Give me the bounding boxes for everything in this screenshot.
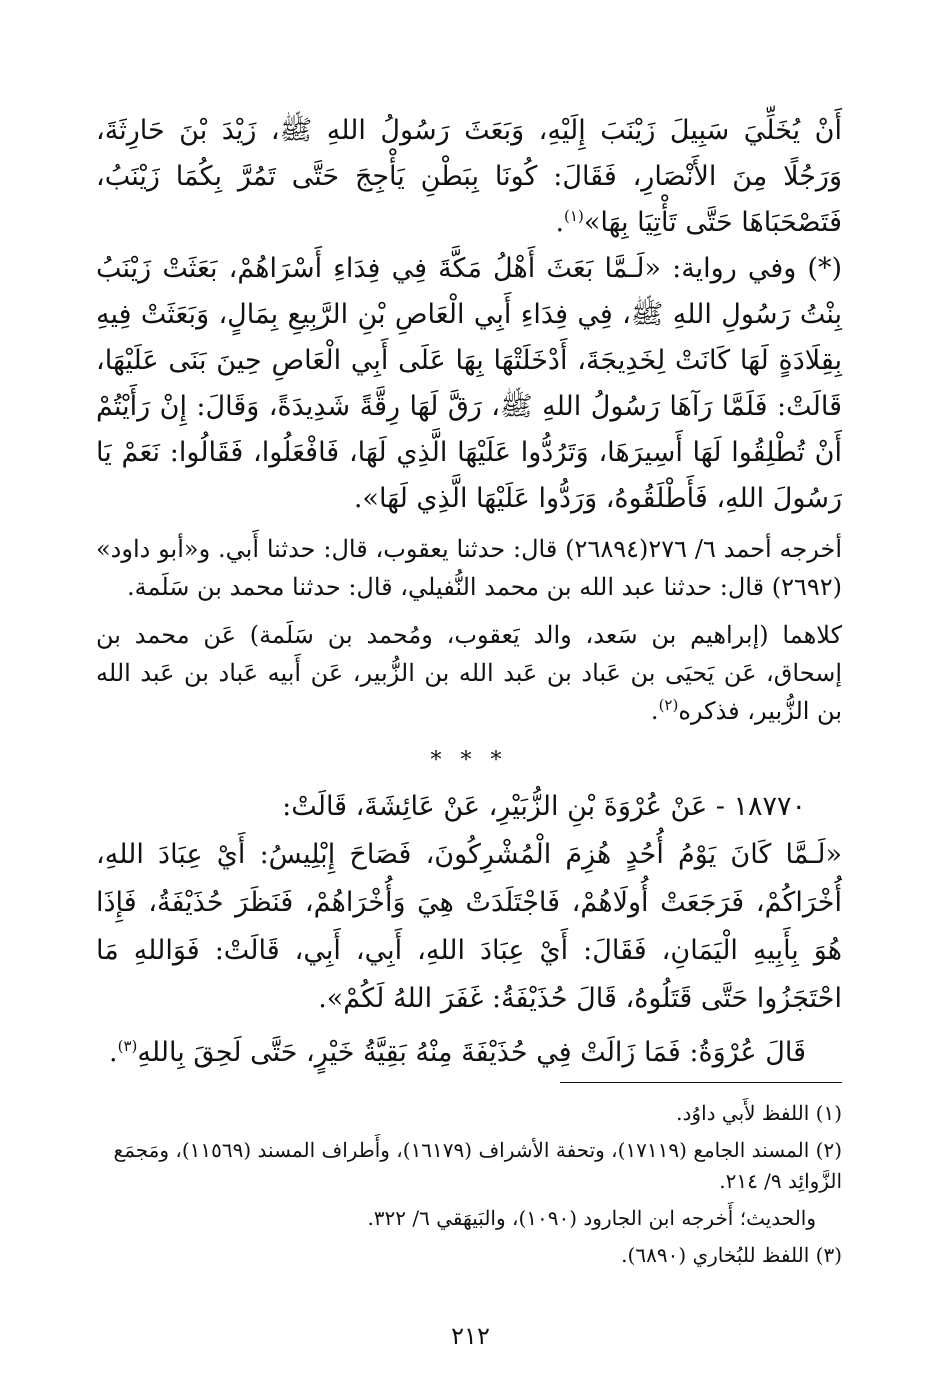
- source-takhrij: أخرجه أحمد ٦/ ٢٧٦(٢٦٨٩٤) قال: حدثنا يعقوب، قال: حدثنا أَبي. و«أبو داود» (٢٦٩٢) قال: حدثنا عبد الله بن محمد النُّفيلي، قال: حدثنا محمد بن سَلَمة.: [96, 535, 842, 601]
- hadith-number: ١٨٧٧٠: [733, 791, 806, 822]
- footnote-ref-1[interactable]: (١): [564, 207, 584, 225]
- source-block: [96, 530, 842, 730]
- footnote-divider: [560, 1082, 842, 1083]
- footnote-ref-2[interactable]: (٢): [658, 696, 679, 714]
- footnote-1: (١) اللفظ لأَبي داوُد.: [676, 1101, 842, 1125]
- hadith-text: «لَـمَّا كَانَ يَوْمُ أُحُدٍ هُزِمَ الْمُشْرِكُونَ، فَصَاحَ إِبْلِيسُ: أَيْ عِبَادَ اللهِ، أُخْرَاكُمْ، فَرَجَعَتْ أُولَاهُمْ، فَاجْتَلَدَتْ هِيَ وَأُخْرَاهُمْ، فَنَظَرَ حُذَيْفَةُ، فَإِذَا هُوَ بِأَبِيهِ الْيَمَانِ، فَقَالَ: أَيْ عِبَادَ اللهِ، أَبِي، أَبِي، قَالَتْ: فَوَاللهِ مَا احْتَجَزُوا حَتَّى قَتَلُوهُ، قَالَ حُذَيْفَةُ: غَفَرَ اللهُ لَكُمْ».: [96, 839, 842, 1014]
- intro-paragraph: أَنْ يُخَلِّيَ سَبِيلَ زَيْنَبَ إِلَيْهِ، وَبَعَثَ رَسُولُ اللهِ ﷺ، زَيْدَ بْنَ حَارِثَةَ، وَرَجُلًا مِنَ الأَنْصَارِ، فَقَالَ: كُونَا بِبَطْنِ يَأْجِجَ حَتَّى تَمُرَّ بِكُمَا زَيْنَبُ، فَتَصْحَبَاهَا حَتَّى تَأْتِيَا بِهَا»$^{(١)}$.: [96, 115, 842, 238]
- footnote-3: (٣) اللفظ للبُخاري (٦٨٩٠).: [621, 1243, 842, 1267]
- urwa-text: قَالَ عُرْوَةُ: فَمَا زَالَتْ فِي حُذَيْفَةَ مِنْهُ بَقِيَّةُ خَيْرٍ، حَتَّى لَحِقَ بِاللهِ: [137, 1037, 806, 1068]
- footnote-2: (٢) المسند الجامع (١٧١١٩)، وتحفة الأشراف (١٦١٧٩)، وأَطراف المسند (١١٥٦٩)، ومَجمَع الزَّوائِد ٩/ ٢١٤.: [113, 1138, 842, 1193]
- page-number: ٢١٢: [451, 1322, 490, 1350]
- page-body: [96, 108, 842, 1077]
- hadith-chain: - عَنْ عُرْوَةَ بْنِ الزُّبَيْرِ، عَنْ عَائِشَةَ، قَالَتْ:: [282, 791, 734, 822]
- intro-text: أَنْ يُخَلِّيَ سَبِيلَ زَيْنَبَ إِلَيْهِ، وَبَعَثَ رَسُولُ اللهِ ﷺ، زَيْدَ بْنَ حَارِثَةَ، وَرَجُلًا مِنَ الأَنْصَارِ، فَقَالَ: كُونَا بِبَطْنِ يَأْجِجَ حَتَّى تَمُرَّ بِكُمَا زَيْنَبُ، فَتَصْحَبَاهَا حَتَّى تَأْتِيَا بِهَا»: [96, 115, 842, 238]
- source-chain-text: كلاهما (إبراهيم بن سَعد، والد يَعقوب، ومُحمد بن سَلَمة) عَن محمد بن إسحاق، عَن يَحيَى بن عَباد بن عَبد الله بن الزُّبير، عَن أَبيه عَباد بن عَبد الله بن الزُّبير، فذكره: [96, 621, 842, 725]
- hadith-heading: [96, 783, 842, 831]
- narration-paragraph: (*) وفي رواية: «لَـمَّا بَعَثَ أَهْلُ مَكَّةَ فِي فِدَاءِ أَسْرَاهُمْ، بَعَثَتْ زَيْنَبُ بِنْتُ رَسُولِ اللهِ ﷺ، فِي فِدَاءِ أَبِي الْعَاصِ بْنِ الرَّبِيعِ بِمَالٍ، وَبَعَثَتْ فِيهِ بِقِلَادَةٍ لَهَا كَانَتْ لِخَدِيجَةَ، أَدْخَلَتْهَا بِهَا عَلَى أَبِي الْعَاصِ حِينَ بَنَى عَلَيْهَا، قَالَتْ: فَلَمَّا رَآهَا رَسُولُ اللهِ ﷺ، رَقَّ لَهَا رِقَّةً شَدِيدَةً، وَقَالَ: إِنْ رَأَيْتُمْ أَنْ تُطْلِقُوا لَهَا أَسِيرَهَا، وَتَرُدُّوا عَلَيْهَا الَّذِي لَهَا، فَافْعَلُوا، فَقَالُوا: نَعَمْ يَا رَسُولَ اللهِ، فَأَطْلَقُوهُ، وَرَدُّوا عَلَيْهَا الَّذِي لَهَا».: [96, 253, 842, 514]
- footnotes: [96, 1098, 842, 1277]
- section-separator: * * *: [430, 748, 508, 773]
- footnote-ref-3[interactable]: (٣): [117, 1037, 138, 1055]
- urwa-statement: قَالَ عُرْوَةُ: فَمَا زَالَتْ فِي حُذَيْفَةَ مِنْهُ بَقِيَّةُ خَيْرٍ، حَتَّى لَحِقَ بِاللهِ$^{(٣)}$.: [109, 1037, 806, 1068]
- source-chain: كلاهما (إبراهيم بن سَعد، والد يَعقوب، ومُحمد بن سَلَمة) عَن محمد بن إسحاق، عَن يَحيَى بن عَباد بن عَبد الله بن الزُّبير، عَن أَبيه عَباد بن عَبد الله بن الزُّبير، فذكره$^{(٢)}$.: [96, 621, 842, 725]
- footnote-2-continuation: والحديث؛ أَخرجه ابن الجارود (١٠٩٠)، والبَيهَقي ٦/ ٣٢٢.: [367, 1206, 816, 1230]
